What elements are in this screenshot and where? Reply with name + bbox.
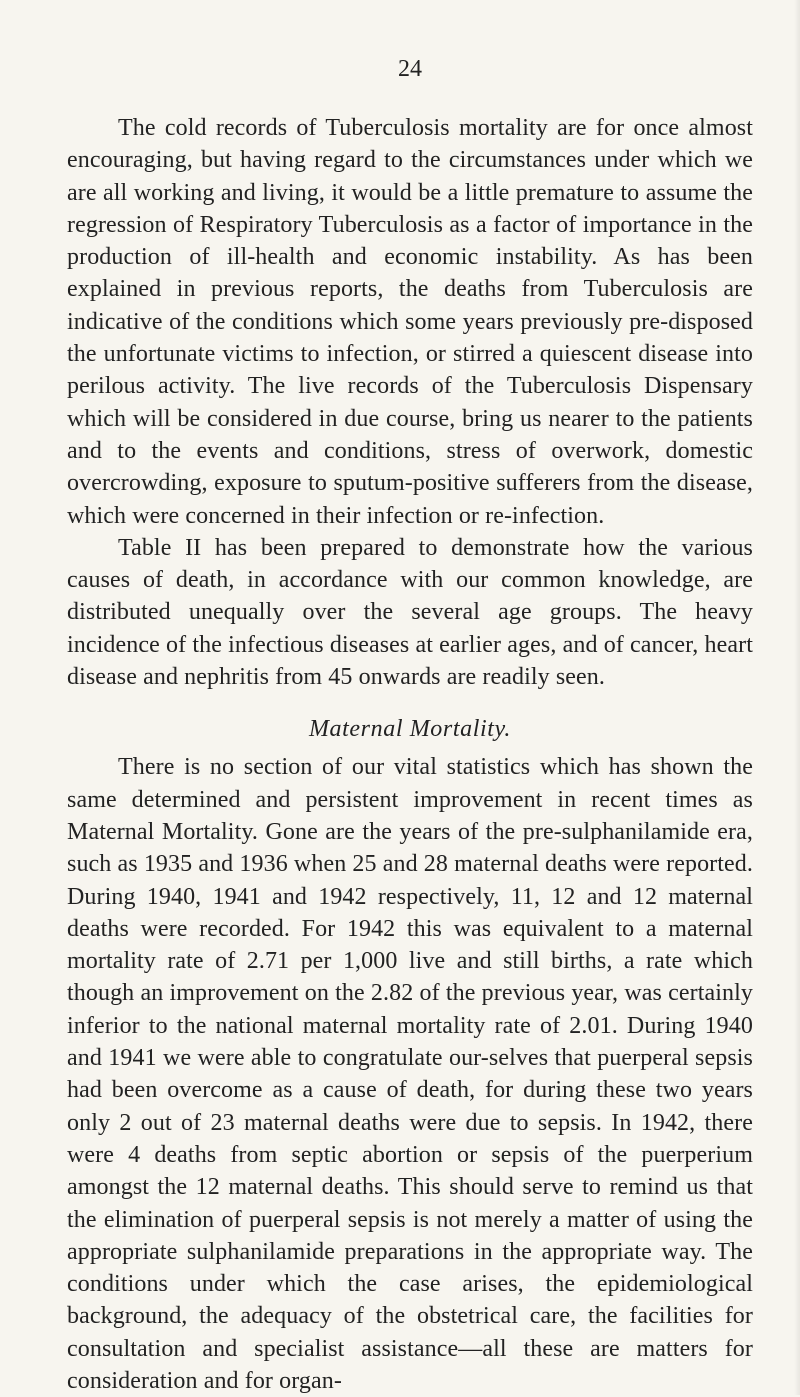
tuberculosis-paragraph: The cold records of Tuberculosis mortality are for once almost encouraging, but having regard to the circumstances under which we are all working and living, it would be a little premature to assume the regression of Respiratory Tuberculosis as a factor of importance in the production of ill-health and economic instability. As has been explained in previous reports, the deaths from Tuberculosis are indicative of the conditions which some years previously pre-disposed the unfortunate victims to infection, or stirred a quiescent disease into perilous activity. The live records of the Tuberculosis Dispensary which will be considered in due course, bring us nearer to the patients and to the events and conditions, stress of overwork, domestic overcrowding, exposure to sputum-positive sufferers from the disease, which were concerned in their infection or re-infection. <box>67 115 753 529</box>
page-edge-shadow <box>794 0 800 1395</box>
maternal-mortality-paragraph: There is no section of our vital statistics which has shown the same determined and persistent improvement in recent times as Maternal Mortality. Gone are the years of the pre-sulphanilamide era, such as 1935 and 1936 when 25 and 28 maternal deaths were reported. During 1940, 1941 and 1942 respectively, 11, 12 and 12 maternal deaths were recorded. For 1942 this was equivalent to a maternal mortality rate of 2.71 per 1,000 live and still births, a rate which though an improvement on the 2.82 of the previous year, was certainly inferior to the national maternal mortality rate of 2.01. During 1940 and 1941 we were able to congratulate our-selves that puerperal sepsis had been overcome as a cause of death, for during these two years only 2 out of 23 maternal deaths were due to sepsis. In 1942, there were 4 deaths from septic abortion or sepsis of the puerperium amongst the 12 maternal deaths. This should serve to remind us that the elimination of puerperal sepsis is not merely a matter of using the appropriate sulphanilamide preparations in the appropriate way. The conditions under which the case arises, the epidemiological background, the adequacy of the obstetrical care, the facilities for consultation and specialist assistance—all these are matters for consideration and for organ- <box>67 754 753 1394</box>
page-number: 24 <box>398 56 422 82</box>
table-ii-paragraph: Table II has been prepared to demonstrate how the various causes of death, in accordance with our common knowledge, are distributed unequally over the several age groups. The heavy incidence of the infectious diseases at earlier ages, and of cancer, heart disease and nephritis from 45 onwards are readily seen. <box>67 534 753 691</box>
section-heading-maternal-mortality: Maternal Mortality. <box>308 716 512 743</box>
